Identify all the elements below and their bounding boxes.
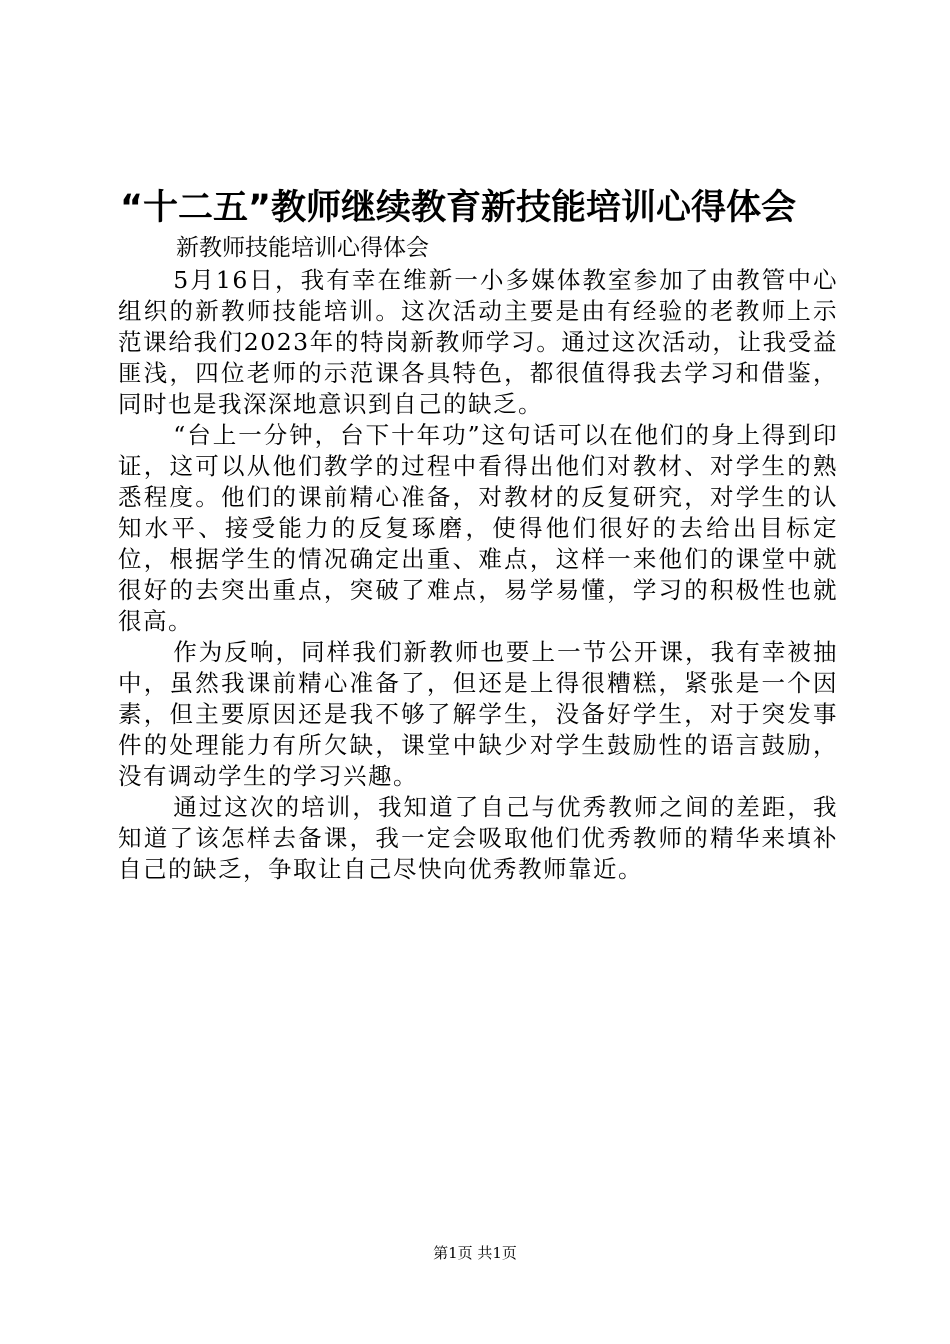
paragraph-1: 5月16日，我有幸在维新一小多媒体教室参加了由教管中心组织的新教师技能培训。这次活动主要是由有经验的老教师上示范课给我们2023年的特岗新教师学习。通过这次活动，让我受益匪浅，四位老师的示范课各具特色，都很值得我去学习和借鉴，同时也是我深深地意识到自己的缺乏。 xyxy=(118,266,838,418)
paragraph-4: 通过这次的培训，我知道了自己与优秀教师之间的差距，我知道了该怎样去备课，我一定会吸取他们优秀教师的精华来填补自己的缺乏，争取让自己尽快向优秀教师靠近。 xyxy=(118,793,838,883)
document-title: “十二五”教师继续教育新技能培训心得体会 xyxy=(120,188,797,228)
document-subtitle: 新教师技能培训心得体会 xyxy=(176,235,429,261)
paragraph-2: “台上一分钟，台下十年功”这句话可以在他们的身上得到印证，这可以从他们教学的过程中看得出他们对教材、对学生的熟悉程度。他们的课前精心准备，对教材的反复研究，对学生的认知水平、接受能力的反复琢磨，使得他们很好的去给出目标定位，根据学生的情况确定出重、难点，这样一来他们的课堂中就很好的去突出重点，突破了难点，易学易懂，学习的积极性也就很高。 xyxy=(118,421,838,635)
paragraph-3: 作为反响，同样我们新教师也要上一节公开课，我有幸被抽中，虽然我课前精心准备了，但还是上得很糟糕，紧张是一个因素，但主要原因还是我不够了解学生，没备好学生，对于突发事件的处理能力有所欠缺，课堂中缺少对学生鼓励性的语言鼓励，没有调动学生的学习兴趣。 xyxy=(118,638,838,790)
page-footer: 第1页 共1页 xyxy=(433,1244,517,1262)
document-body xyxy=(118,265,838,885)
